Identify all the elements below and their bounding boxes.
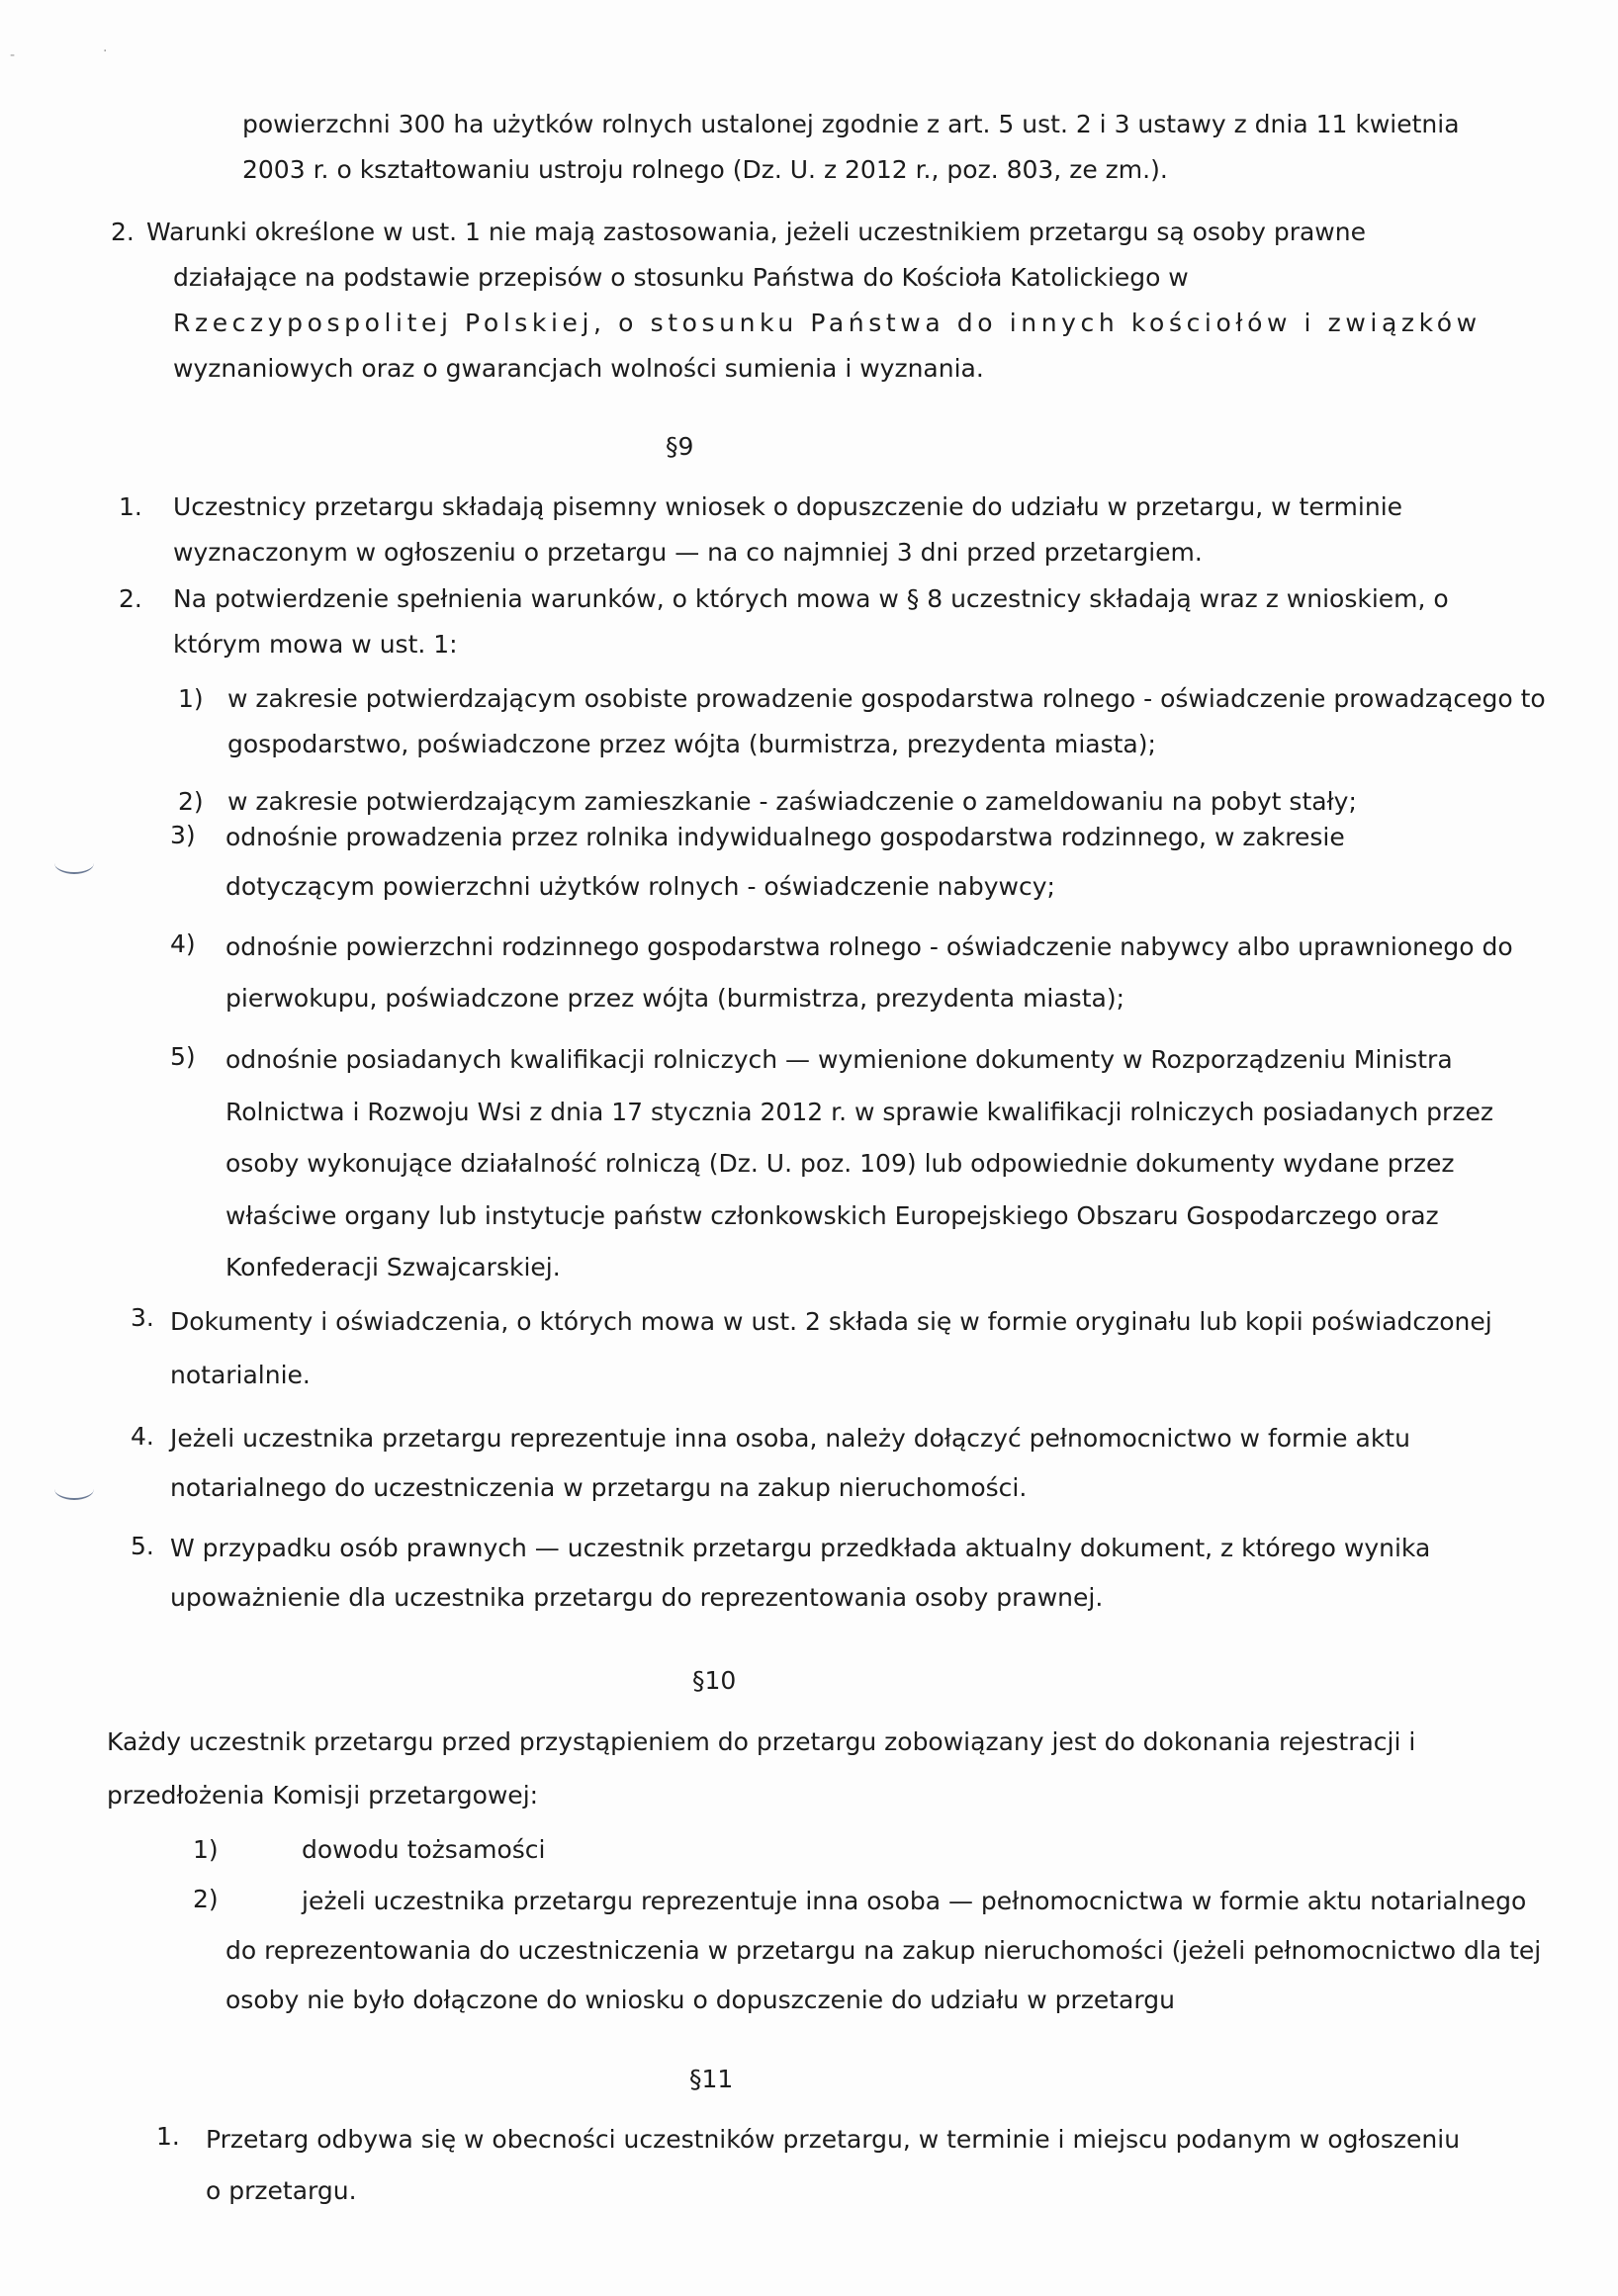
item-number: 2. <box>111 218 135 246</box>
section10-intro <box>107 1716 1415 1822</box>
text-line: W przypadku osób prawnych — uczestnik przetargu przedkłada aktualny dokument, z którego wynika <box>170 1534 1431 1562</box>
subitem-number: 5) <box>170 1042 196 1071</box>
text-line: gospodarstwo, poświadczone przez wójta (burmistrza, prezydenta miasta); <box>227 730 1156 758</box>
section-heading-9: §9 <box>666 432 694 461</box>
text-line: 2003 r. o kształtowaniu ustroju rolnego (Dz. U. z 2012 r., poz. 803, ze zm.). <box>242 155 1168 184</box>
text-line: odnośnie powierzchni rodzinnego gospodarstwa rolnego - oświadczenie nabywcy albo uprawnionego do <box>225 932 1513 961</box>
item-number: 5. <box>131 1532 154 1560</box>
text-line: notarialnego do uczestniczenia w przetargu na zakup nieruchomości. <box>170 1473 1028 1502</box>
text-line: Na potwierdzenie spełnienia warunków, o których mowa w § 8 uczestnicy składają wraz z wnioskiem, o <box>173 584 1449 613</box>
text-line: do reprezentowania do uczestniczenia w przetargu na zakup nieruchomości (jeżeli pełnomocnictwo dla tej <box>225 1936 1542 1965</box>
section9-subitem1 <box>227 676 1546 767</box>
section9-item3 <box>170 1295 1492 1402</box>
section8-item2-cont <box>173 255 1482 392</box>
text-line: upoważnienie dla uczestnika przetargu do reprezentowania osoby prawnej. <box>170 1583 1104 1612</box>
text-line: dotyczącym powierzchni użytków rolnych - oświadczenie nabywcy; <box>225 872 1055 901</box>
text-line: pierwokupu, poświadczone przez wójta (burmistrza, prezydenta miasta); <box>225 984 1125 1013</box>
text-line: Rolnictwa i Rozwoju Wsi z dnia 17 stycznia 2012 r. w sprawie kwalifikacji rolniczych posiadanych przez <box>225 1097 1493 1126</box>
text-line: powierzchni 300 ha użytków rolnych ustalonej zgodnie z art. 5 ust. 2 i 3 ustawy z dnia 11 kwietnia <box>242 110 1460 138</box>
subitem-number: 1) <box>178 684 204 713</box>
section9-subitem5 <box>225 1034 1493 1294</box>
subitem-number: 3) <box>170 821 196 849</box>
item-number: 2. <box>119 584 142 613</box>
text-line: wyznaniowych oraz o gwarancjach wolności sumienia i wyznania. <box>173 354 984 383</box>
subitem-number: 4) <box>170 929 196 958</box>
punch-hole-mark <box>54 1478 94 1500</box>
text-line: właściwe organy lub instytucje państw członkowskich Europejskiego Obszaru Gospodarczego oraz <box>225 1200 1439 1230</box>
subitem-number: 2) <box>178 787 204 816</box>
section10-subitem2 <box>302 1877 1526 1926</box>
text-line: Jeżeli uczestnika przetargu reprezentuje inna osoba, należy dołączyć pełnomocnictwo w formie aktu <box>170 1424 1410 1453</box>
text-line: o przetargu. <box>206 2176 357 2205</box>
text-line: dowodu tożsamości <box>302 1835 546 1864</box>
section9-subitem4 <box>225 922 1513 1024</box>
text-line: przedłożenia Komisji przetargowej: <box>107 1781 539 1810</box>
punch-hole-mark <box>54 852 94 874</box>
text-line: którym mowa w ust. 1: <box>173 630 458 659</box>
text-line: Konfederacji Szwajcarskiej. <box>225 1253 561 1281</box>
text-line: wyznaczonym w ogłoszeniu o przetargu — na co najmniej 3 dni przed przetargiem. <box>173 538 1203 567</box>
text-line: notarialnie. <box>170 1361 311 1389</box>
section10-subitem1 <box>302 1827 546 1873</box>
section9-item1 <box>173 485 1402 575</box>
text-line: Każdy uczestnik przetargu przed przystąpieniem do przetargu zobowiązany jest do dokonania rejestracji i <box>107 1727 1416 1756</box>
text-line: odnośnie prowadzenia przez rolnika indywidualnego gospodarstwa rodzinnego, w zakresie <box>225 823 1345 851</box>
section11-item1 <box>206 2114 1460 2217</box>
section10-subitem2-cont <box>225 1926 1541 2025</box>
section9-subitem3 <box>225 813 1345 912</box>
item-number: 4. <box>131 1422 154 1451</box>
text-line: jeżeli uczestnika przetargu reprezentuje inna osoba — pełnomocnictwa w formie aktu notarialnego <box>302 1887 1527 1915</box>
text-line: osoby nie było dołączone do wniosku o dopuszczenie do udziału w przetargu <box>225 1986 1175 2014</box>
text-line: Warunki określone w ust. 1 nie mają zastosowania, jeżeli uczestnikiem przetargu są osoby prawne <box>146 218 1366 246</box>
text-line: osoby wykonujące działalność rolniczą (Dz. U. poz. 109) lub odpowiednie dokumenty wydane przez <box>225 1149 1455 1178</box>
text-line: odnośnie posiadanych kwalifikacji rolniczych — wymienione dokumenty w Rozporządzeniu Ministra <box>225 1045 1453 1074</box>
text-line: Przetarg odbywa się w obecności uczestników przetargu, w terminie i miejscu podanym w ogłoszeniu <box>206 2125 1461 2154</box>
section9-item2 <box>173 576 1449 667</box>
subitem-number: 2) <box>193 1885 219 1913</box>
section-heading-10: §10 <box>692 1666 737 1695</box>
item-number: 3. <box>131 1303 154 1332</box>
subitem-number: 1) <box>193 1835 219 1864</box>
section9-item5 <box>170 1524 1430 1623</box>
paragraph-continuation <box>242 102 1460 193</box>
text-line: Rzeczypospolitej Polskiej, o stosunku Państwa do innych kościołów i związków <box>173 309 1482 337</box>
scan-mark: - <box>10 47 16 63</box>
scan-mark: · <box>103 44 108 59</box>
text-line: w zakresie potwierdzającym zamieszkanie - zaświadczenie o zameldowaniu na pobyt stały; <box>227 787 1357 816</box>
section9-item4 <box>170 1414 1410 1513</box>
text-line: działające na podstawie przepisów o stosunku Państwa do Kościoła Katolickiego w <box>173 263 1189 292</box>
section8-item2 <box>146 210 1366 255</box>
section-heading-11: §11 <box>689 2065 734 2093</box>
item-number: 1. <box>156 2122 180 2151</box>
text-line: Dokumenty i oświadczenia, o których mowa w ust. 2 składa się w formie oryginału lub kopii poświadczonej <box>170 1307 1492 1336</box>
text-line: Uczestnicy przetargu składają pisemny wniosek o dopuszczenie do udziału w przetargu, w terminie <box>173 492 1403 521</box>
item-number: 1. <box>119 492 142 521</box>
text-line: w zakresie potwierdzającym osobiste prowadzenie gospodarstwa rolnego - oświadczenie prowadzącego to <box>227 684 1546 713</box>
